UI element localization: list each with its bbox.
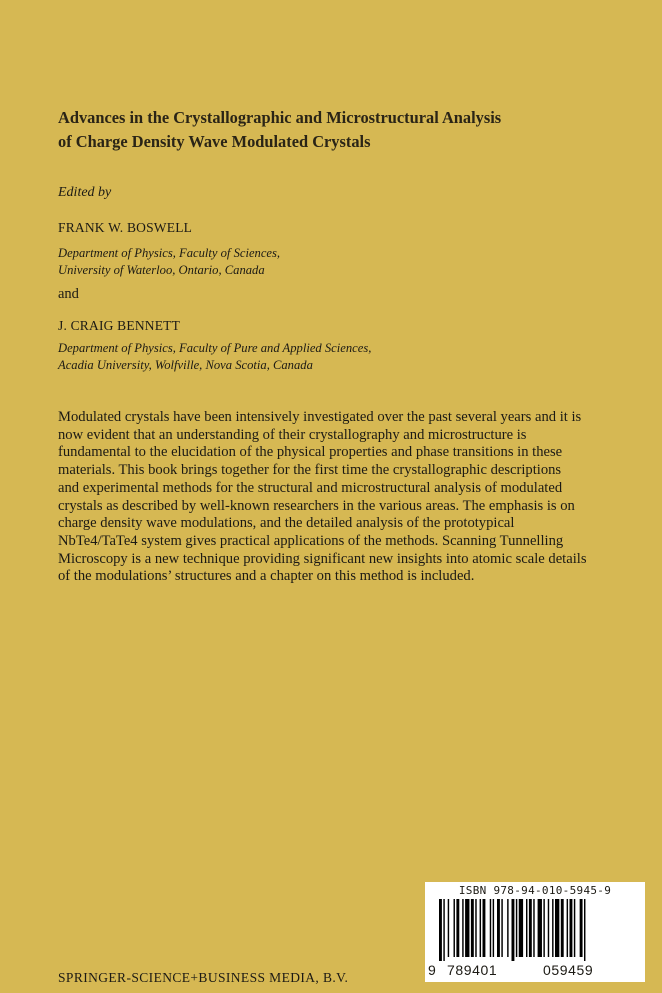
barcode-bar — [512, 899, 515, 961]
book-description — [58, 409, 618, 586]
description-line: Modulated crystals have been intensively investigated over the past several years and it is — [58, 409, 582, 425]
barcode-bar — [454, 899, 455, 957]
barcode-bar — [567, 899, 568, 957]
barcode-bar — [552, 899, 553, 957]
title-line-2: of Charge Density Wave Modulated Crystals — [58, 132, 371, 151]
editor-name-2: J. CRAIG BENNETT — [58, 318, 181, 333]
book-title — [58, 106, 638, 154]
barcode-bar — [465, 899, 469, 957]
barcode-bar — [439, 899, 442, 961]
barcode-bar — [475, 899, 476, 957]
description-line: NbTe4/TaTe4 system gives practical applications of the methods. Scanning Tunnelling — [58, 532, 564, 549]
description-line: materials. This book brings together for the first time the crystallographic descriptions — [58, 462, 562, 479]
description-line: now evident that an understanding of their crystallography and microstructure is — [58, 426, 527, 443]
barcode-bars — [439, 899, 631, 961]
barcode-bar — [507, 899, 508, 957]
barcode-bar — [443, 899, 444, 961]
barcode-bar — [529, 899, 532, 957]
editor-affiliation-1 — [58, 245, 280, 279]
barcode-bar — [456, 899, 459, 957]
affiliation-line: Acadia University, Wolfville, Nova Scotia, Canada — [58, 358, 313, 372]
barcode-bar — [538, 899, 542, 957]
barcode-bar — [490, 899, 491, 957]
barcode-bar — [480, 899, 481, 957]
barcode-bar — [448, 899, 449, 957]
barcode-bar — [555, 899, 559, 957]
affiliation-line: University of Waterloo, Ontario, Canada — [58, 263, 265, 277]
barcode-left-digits: 789401 — [447, 962, 498, 978]
barcode-bar — [548, 899, 549, 957]
barcode-bar — [497, 899, 500, 957]
barcode-bar — [493, 899, 494, 957]
barcode-bar — [574, 899, 575, 957]
barcode-right-digits: 059459 — [543, 962, 594, 978]
editor-affiliation-2 — [58, 340, 371, 374]
barcode-bar — [543, 899, 544, 957]
barcode-bar — [584, 899, 585, 961]
description-line: fundamental to the elucidation of the physical properties and phase transitions in these — [58, 444, 563, 461]
barcode-bar — [526, 899, 527, 957]
barcode-bar — [483, 899, 486, 957]
barcode-bar — [570, 899, 573, 957]
barcode-bar — [580, 899, 583, 957]
barcode-bar — [462, 899, 463, 957]
barcode-bar — [471, 899, 474, 957]
description-line: crystals as described by well-known researchers in the various areas. The emphasis is on — [58, 497, 575, 514]
description-line: and experimental methods for the structural and microstructural analysis of modulated — [58, 479, 563, 496]
editor-name-1: FRANK W. BOSWELL — [58, 220, 193, 235]
isbn-text: ISBN 978-94-010-5945-9 — [458, 884, 612, 897]
barcode-bar — [516, 899, 517, 957]
barcode-bar — [533, 899, 534, 957]
description-line: charge density wave modulations, and the detailed analysis of the prototypical — [58, 515, 515, 532]
barcode-first-digit: 9 — [428, 962, 437, 978]
barcode-bar — [519, 899, 523, 957]
affiliation-line: Department of Physics, Faculty of Pure and Applied Sciences, — [58, 341, 372, 355]
and-conjunction: and — [58, 286, 79, 302]
barcode-bar — [561, 899, 564, 957]
isbn-barcode — [425, 882, 645, 982]
publisher-name: SPRINGER-SCIENCE+BUSINESS MEDIA, B.V. — [58, 970, 349, 985]
edited-by-label: Edited by — [58, 185, 112, 200]
title-line-1: Advances in the Crystallographic and Microstructural Analysis — [58, 108, 502, 127]
affiliation-line: Department of Physics, Faculty of Sciences, — [58, 246, 281, 260]
barcode-bar — [501, 899, 502, 957]
description-line: of the modulations’ structures and a chapter on this method is included. — [58, 568, 475, 585]
description-line: Microscopy is a new technique providing significant new insights into atomic scale details — [58, 550, 587, 567]
